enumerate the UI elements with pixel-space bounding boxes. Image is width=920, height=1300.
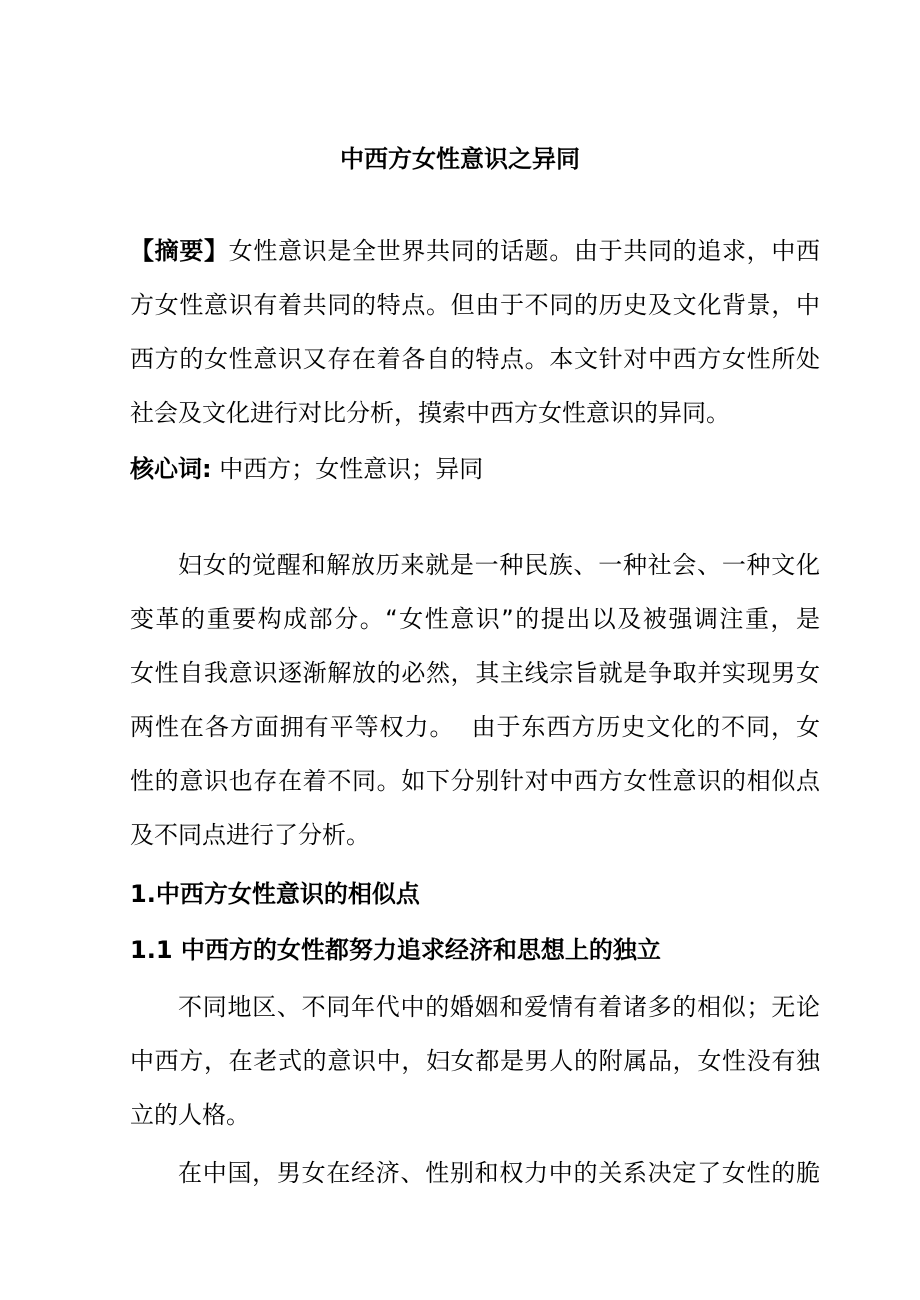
keywords-text: 中西方；女性意识；异同 xyxy=(219,455,484,483)
intro-line-4: 两性在各方面拥有平等权力。 由于东西方历史文化的不同，女 xyxy=(130,713,820,741)
abstract-paragraph xyxy=(130,224,820,440)
abstract-line-3: 西方的女性意识又存在着各自的特点。本文针对中西方女性所处 xyxy=(130,345,820,373)
s11p1-line-2: 中西方，在老式的意识中，妇女都是男人的附属品，女性没有独 xyxy=(130,1047,820,1075)
intro-paragraph xyxy=(130,538,820,862)
section-1-1-paragraph-1 xyxy=(130,980,820,1142)
s11p1-line-3: 立的人格。 xyxy=(130,1101,250,1129)
abstract-line-1: 【摘要】女性意识是全世界共同的话题。由于共同的追求，中西 xyxy=(130,237,821,265)
abstract-line-2: 方女性意识有着共同的特点。但由于不同的历史及文化背景，中 xyxy=(130,291,820,319)
keywords-line xyxy=(130,442,820,496)
s11p2-line-1: 在中国，男女在经济、性别和权力中的关系决定了女性的脆 xyxy=(178,1159,820,1187)
abstract-line-4: 社会及文化进行对比分析，摸索中西方女性意识的异同。 xyxy=(130,399,730,427)
intro-line-3: 女性自我意识逐渐解放的必然，其主线宗旨就是争取并实现男女 xyxy=(130,659,820,687)
s11p1-line-1: 不同地区、不同年代中的婚姻和爱情有着诸多的相似；无论 xyxy=(178,993,820,1021)
keywords-label: 核心词: xyxy=(130,455,212,483)
section-heading-1-1: 1.1 中西方的女性都努力追求经济和思想上的独立 xyxy=(130,936,661,964)
intro-line-2: 变革的重要构成部分。“女性意识”的提出以及被强调注重，是 xyxy=(130,605,820,633)
section-heading-1: 1.中西方女性意识的相似点 xyxy=(130,880,420,908)
section-1-1-paragraph-2 xyxy=(130,1146,820,1200)
document-title: 中西方女性意识之异同 xyxy=(340,145,580,173)
intro-line-6: 及不同点进行了分析。 xyxy=(130,821,370,849)
abstract-label: 【摘要】 xyxy=(130,237,229,265)
intro-line-1: 妇女的觉醒和解放历来就是一种民族、一种社会、一种文化 xyxy=(178,551,820,579)
intro-line-5: 性的意识也存在着不同。如下分别针对中西方女性意识的相似点 xyxy=(130,767,820,795)
